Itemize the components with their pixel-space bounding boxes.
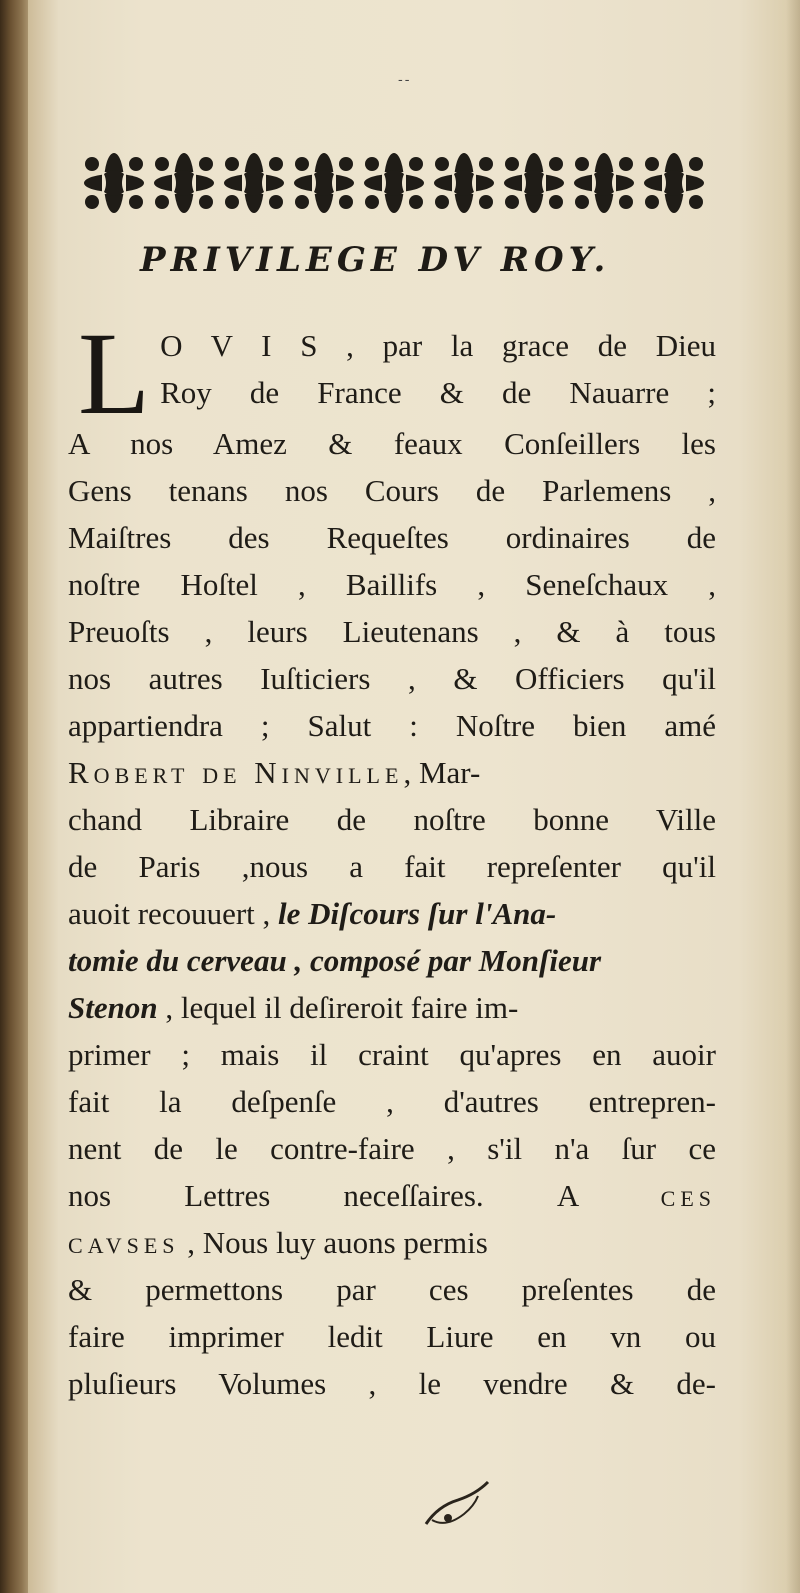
bookseller-name: Robert de Ninville [68, 755, 404, 790]
text-line-19-prefix: nos Lettres neceſſaires. [68, 1178, 484, 1213]
text-line-16: primer ; mais il craint qu'apres en auoir [68, 1037, 716, 1072]
text-line-1: O V I S , par la grace de Dieu [160, 328, 716, 363]
text-line-7: Preuoſts , leurs Lieutenans , & à tous [68, 614, 716, 649]
text-line-20-suffix: , Nous luy auons permis [187, 1225, 488, 1260]
author-attribution: , composé par Monſieur [294, 943, 602, 978]
text-line-20 [68, 1219, 716, 1266]
book-title-part-2: tomie du cerveau [68, 943, 287, 978]
text-line-6: noſtre Hoſtel , Baillifs , Seneſchaux , [68, 567, 716, 602]
text-line-11: chand Libraire de noſtre bonne Ville [68, 802, 716, 837]
text-line-8: nos autres Iuſticiers , & Officiers qu'il [68, 661, 716, 696]
text-line-15-suffix: , lequel il deſireroit faire im- [157, 990, 519, 1025]
privilege-heading: PRIVILEGE DV ROY. [140, 240, 611, 280]
text-line-22: faire imprimer ledit Liure en vn ou [68, 1319, 716, 1354]
ink-signature-mark-icon [418, 1476, 498, 1536]
text-line-10-suffix: , Mar- [403, 755, 481, 790]
text-line-15 [68, 984, 716, 1031]
text-line-4: Gens tenans nos Cours de Parlemens , [68, 473, 716, 508]
privilege-text-block [68, 308, 716, 1407]
text-line-2: Roy de France & de Nauarre ; [160, 375, 716, 410]
text-line-13 [68, 890, 716, 937]
page-edge-shadow [786, 0, 800, 1593]
causes-smallcaps: cavses [68, 1225, 180, 1260]
author-name: Stenon [68, 990, 158, 1025]
text-line-21: & permettons par ces preſentes de [68, 1272, 716, 1307]
a-ces-smallcaps: A ces [556, 1178, 716, 1213]
book-title-part-1: le Diſcours ſur l'Ana- [278, 896, 557, 931]
text-line-23: pluſieurs Volumes , le vendre & de- [68, 1366, 716, 1401]
text-line-5: Maiſtres des Requeſtes ordinaires de [68, 520, 716, 555]
text-line-3: A nos Amez & feaux Conſeillers les [68, 426, 716, 461]
text-line-10 [68, 749, 716, 796]
page-top-mark: -- [398, 72, 412, 88]
fleuron-border-ornament-icon [80, 146, 712, 220]
text-line-9: appartiendra ; Salut : Noſtre bien amé [68, 708, 716, 743]
text-line-19 [68, 1172, 716, 1219]
text-line-17: fait la deſpenſe , d'autres entrepren- [68, 1084, 716, 1119]
drop-cap-letter: L [78, 308, 151, 439]
text-line-13-prefix: auoit recouuert , [68, 896, 279, 931]
text-line-12: de Paris ,nous a fait repreſenter qu'il [68, 849, 716, 884]
text-line-14 [68, 937, 716, 984]
text-line-18: nent de le contre-faire , s'il n'a ſur ce [68, 1131, 716, 1166]
